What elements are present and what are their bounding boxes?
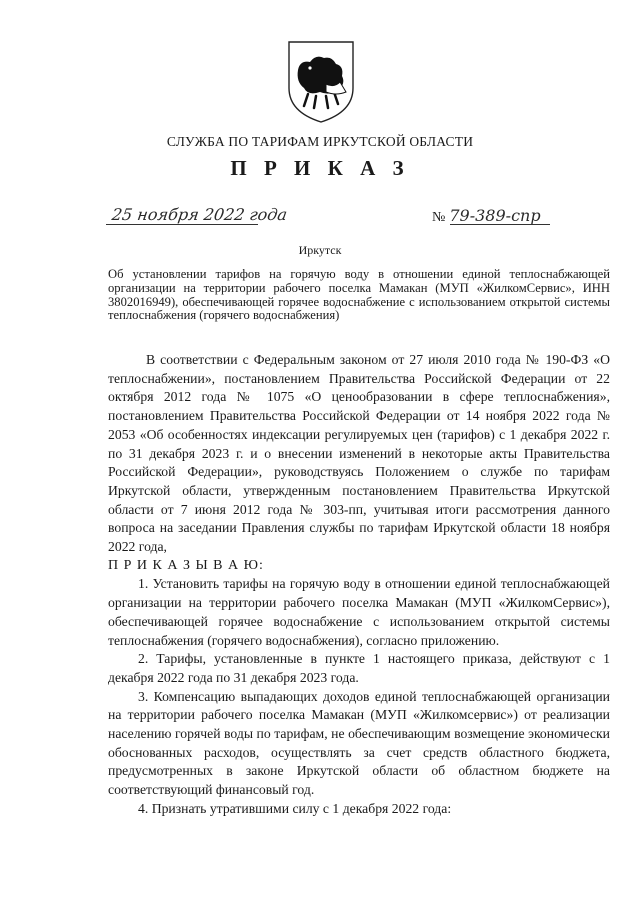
order-word: П Р И К А З Ы В А Ю:: [108, 557, 264, 573]
agency-name: СЛУЖБА ПО ТАРИФАМ ИРКУТСКОЙ ОБЛАСТИ: [166, 134, 474, 149]
order-item: 2. Тарифы, установленные в пункте 1 настоящего приказа, действуют с 1 декабря 2022 года по 31 декабря 2023 года.: [108, 651, 610, 685]
document-type: П Р И К А З: [230, 156, 410, 180]
irkutsk-coat-of-arms-icon: [286, 36, 356, 126]
document-number: [432, 206, 541, 226]
preamble: В соответствии с Федеральным законом от 27 июля 2010 года № 190-ФЗ «О теплоснабжении», постановлением Правительства Российской Федерации от 22 октября 2012 года № 1075 «О ценообразовании в сфере теплоснабжения», постановлением Правительства Российской Федерации от 14 ноября 2022 года № 2053 «Об особенностях индексации регулируемых цен (тарифов) с 1 декабря 2022 г. по 31 декабря 2023 г. и о внесении изменений в некоторые акты Правительства Российской Федерации», руководствуясь Положением о службе по тарифам Иркутской области, утвержденным постановлением Правительства Иркутской области от 7 июня 2012 года № 303-пп, учитывая итоги рассмотрения данного вопроса на заседании Правления службы по тарифам Иркутской области 18 ноября 2022 года,: [108, 352, 610, 555]
order-item: 3. Компенсацию выпадающих доходов единой теплоснабжающей организации на территории рабочего поселка Мамакан (МУП «Жилкомсервис») от реализации населению горячей воды по тарифам, не обеспечивающим возмещение экономически обоснованных расходов, осуществлять за счет средств областного бюджета, предусмотренных в законе Иркутской области об областном бюджете на соответствующий финансовый год.: [108, 688, 610, 798]
number-value: 79-389-спр: [449, 206, 541, 225]
order-body: [108, 351, 610, 819]
number-underline: [450, 224, 550, 225]
date-underline: [106, 224, 258, 225]
order-subject: Об установлении тарифов на горячую воду в отношении единой теплоснабжающей организации на территории рабочего поселка Мамакан (МУП «ЖилкомСервис», ИНН 3802016949), обеспечивающей горячее водоснабжение с использованием открытой системы теплоснабжения (горячего водоснабжения): [108, 267, 610, 323]
number-sign: №: [432, 210, 446, 225]
order-item: 1. Установить тарифы на горячую воду в отношении единой теплоснабжающей организации на территории рабочего поселка Мамакан (МУП «ЖилкомСервис»), обеспечивающей горячее водоснабжение с использованием открытой системы теплоснабжения (горячего водоснабжения), согласно приложению.: [108, 576, 610, 648]
document-date: 25 ноября 2022 года: [110, 205, 289, 224]
city: Иркутск: [298, 243, 342, 257]
order-item: 4. Признать утратившими силу с 1 декабря 2022 года:: [138, 800, 452, 816]
